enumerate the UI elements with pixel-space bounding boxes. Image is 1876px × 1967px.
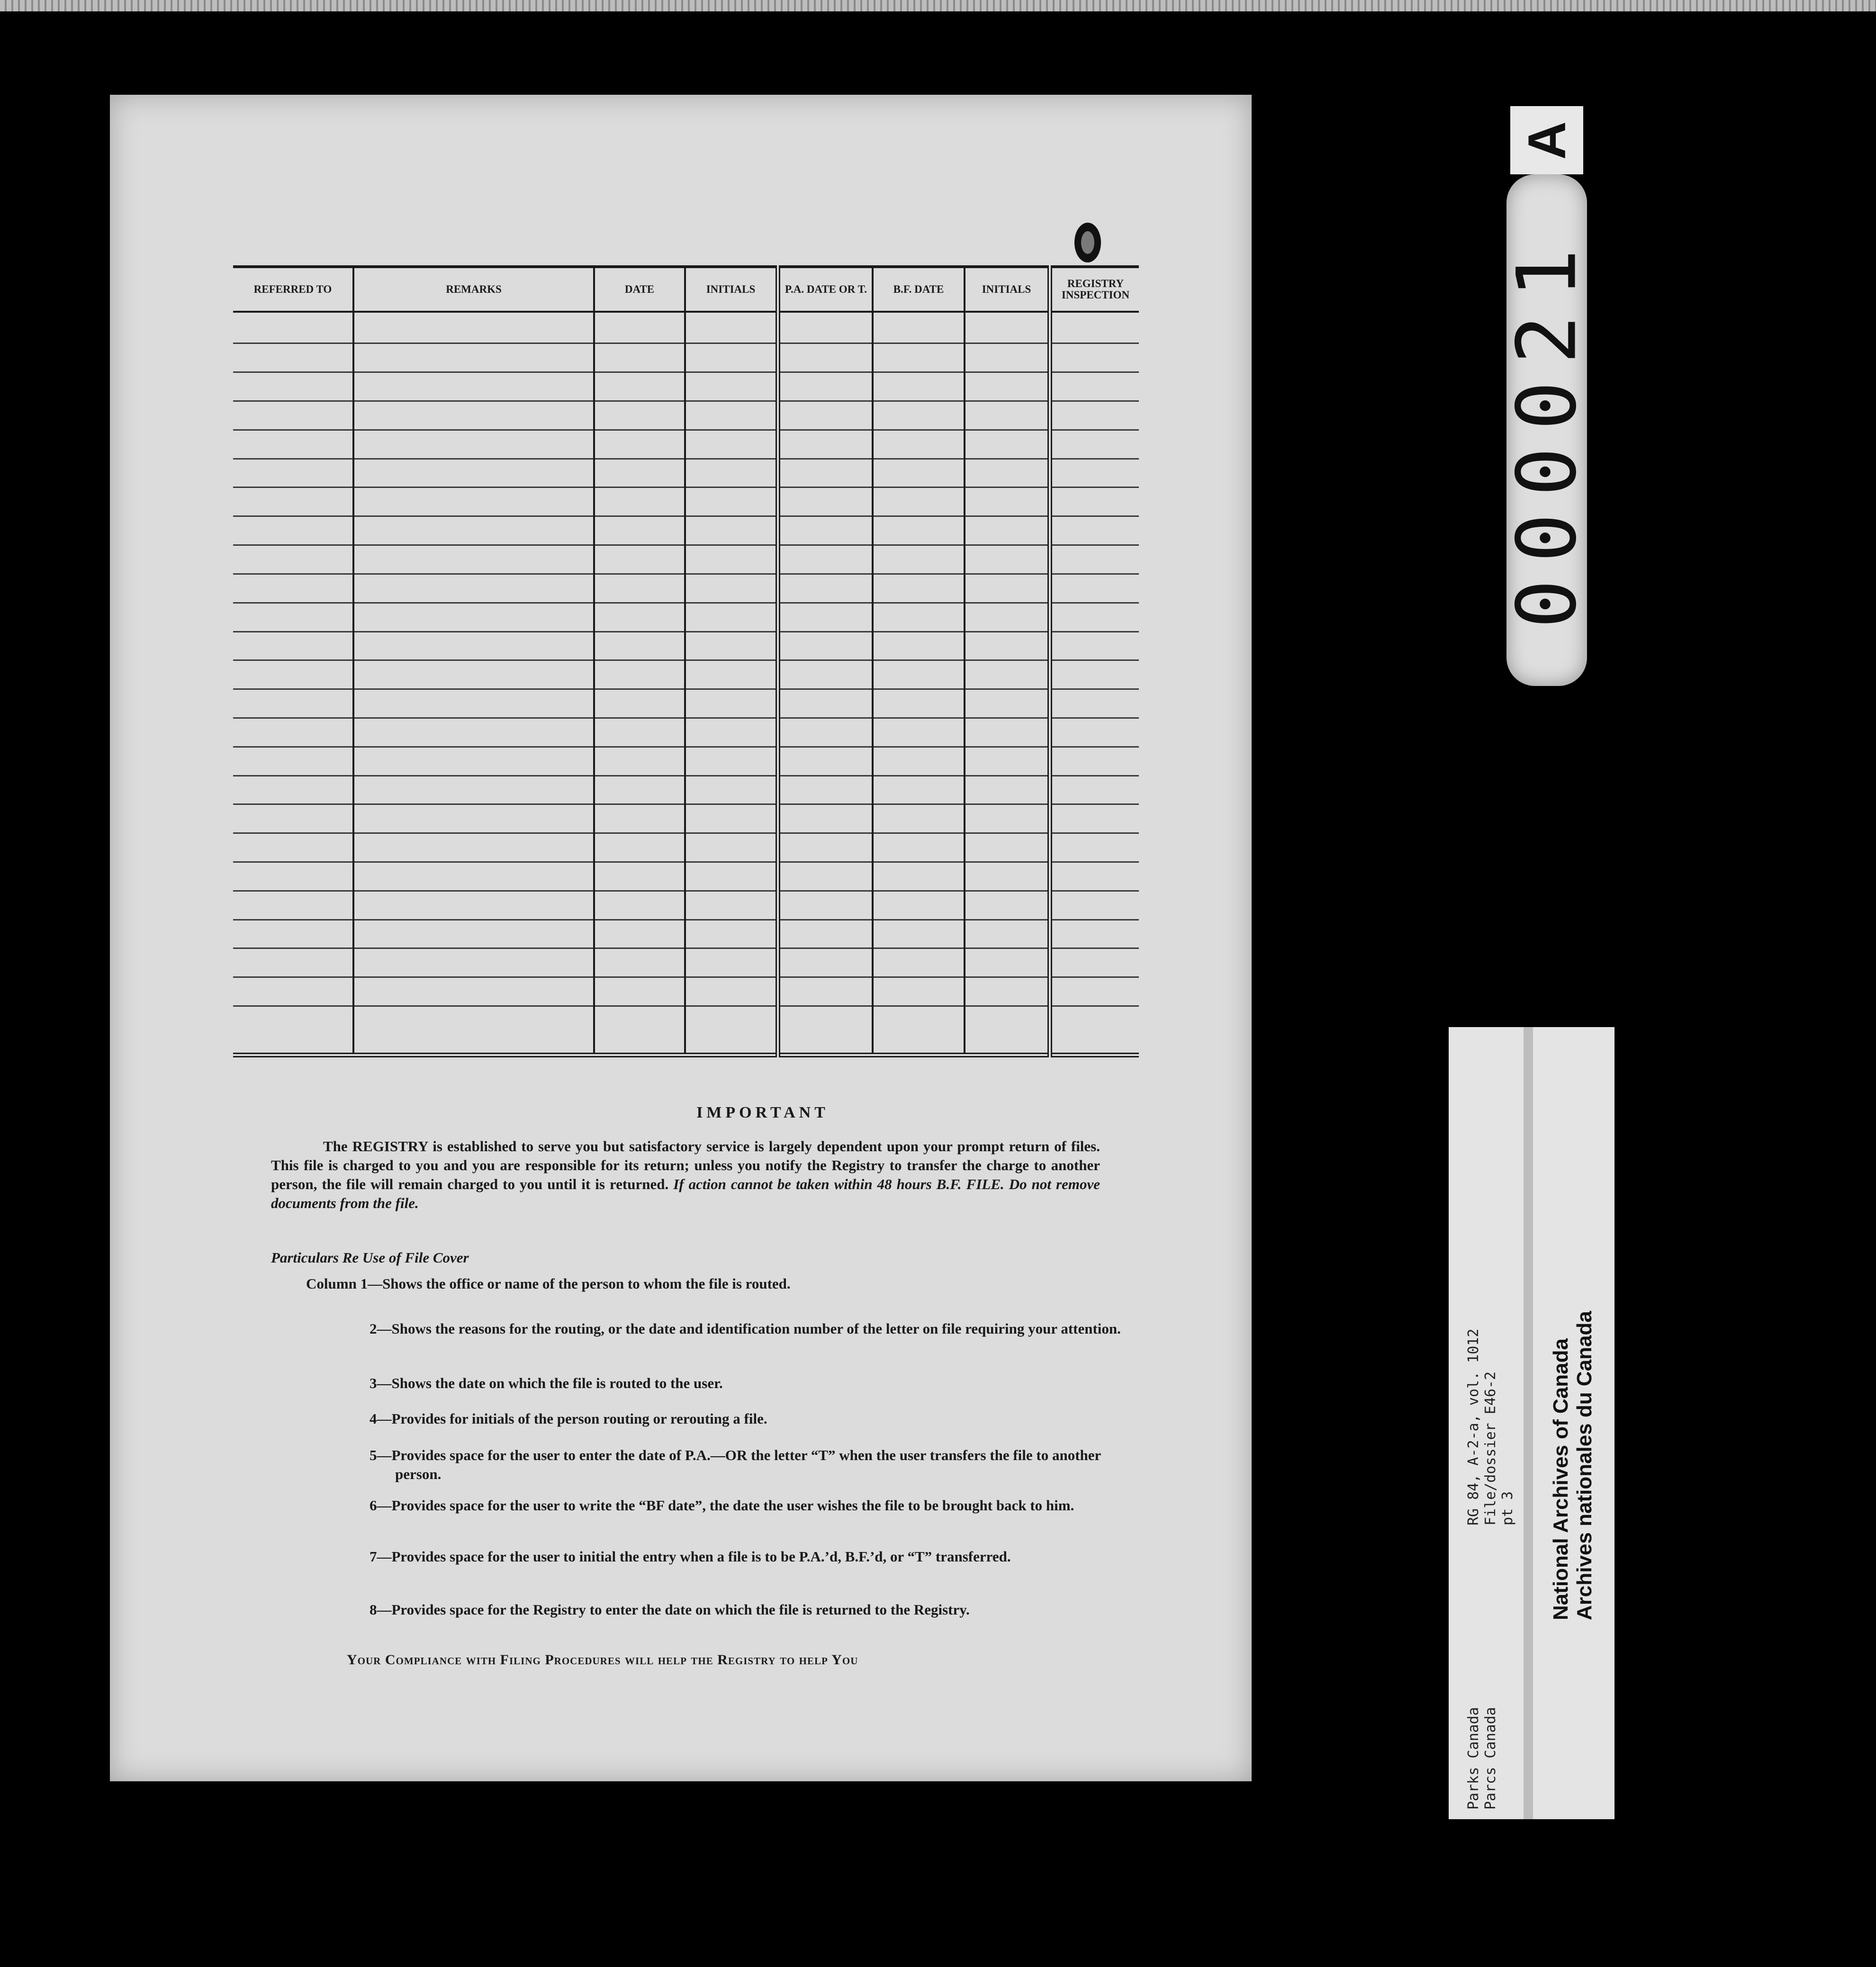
table-cell [778,920,873,948]
table-cell [873,776,965,804]
table-cell [353,689,594,718]
bf-file-warning: If action cannot be taken within 48 hours B.F. FILE. Do not remove documents from the file. [271,1176,1100,1211]
column-label: Column [306,1275,357,1292]
table-cell [1050,718,1139,747]
table-cell [1050,516,1139,545]
table-cell [965,718,1050,747]
column-item [370,1446,1126,1484]
table-row [233,891,1139,920]
table-cell [685,516,778,545]
table-cell [965,833,1050,862]
table-cell [1050,372,1139,401]
table-cell [233,401,353,430]
table-header-row [233,267,1139,312]
table-cell [778,487,873,516]
table-cell [1050,574,1139,603]
column-item [370,1319,1126,1338]
column-header: DATE [594,267,685,312]
table-cell [965,459,1050,487]
table-cell [233,459,353,487]
table-row [233,343,1139,372]
column-header: REFERRED TO [233,267,353,312]
reference-line: pt 3 [1499,1491,1516,1525]
table-cell [353,545,594,574]
table-cell [233,747,353,776]
table-cell [778,689,873,718]
item-text: —Provides space for the user to write the “BF date”, the date the user wishes the file to be brought back to him. [377,1497,1074,1514]
table-cell [778,948,873,977]
table-cell [685,804,778,833]
table-cell [594,660,685,689]
table-cell [965,603,1050,632]
table-cell [965,689,1050,718]
table-cell [873,312,965,343]
agency-line: Parks Canada [1465,1707,1482,1810]
table-cell [594,833,685,862]
table-cell [873,833,965,862]
tab-letter: A [1517,121,1577,160]
table-row [233,689,1139,718]
archives-name-fr: Archives nationales du Canada [1573,1311,1596,1620]
table-cell [353,776,594,804]
table-cell [873,430,965,459]
table-cell [233,804,353,833]
table-cell [594,776,685,804]
table-cell [873,401,965,430]
table-cell [1050,660,1139,689]
table-row [233,487,1139,516]
table-cell [685,459,778,487]
table-cell [594,718,685,747]
table-cell [353,891,594,920]
table-cell [778,1006,873,1055]
item-text: —Provides space for the user to initial the entry when a file is to be P.A.’d, B.F.’d, or “T” transferred. [377,1548,1011,1565]
item-number: 5 [370,1447,377,1463]
table-cell [353,632,594,660]
table-cell [685,312,778,343]
table-cell [873,1006,965,1055]
label-divider [1524,1027,1533,1819]
table-cell [873,977,965,1006]
archives-name [1540,1241,1611,1620]
item-number: 2 [370,1320,377,1337]
table-cell [233,372,353,401]
table-cell [778,574,873,603]
routing-table [233,265,1139,1057]
table-cell [594,948,685,977]
table-cell [353,920,594,948]
table-cell [594,804,685,833]
table-cell [594,862,685,891]
item-text: —Provides space for the Registry to enter the date on which the file is returned to the Registry. [377,1601,970,1618]
table-cell [778,459,873,487]
table-cell [233,545,353,574]
table-cell [965,312,1050,343]
table-cell [685,343,778,372]
table-cell [965,632,1050,660]
table-cell [873,920,965,948]
table-cell [685,891,778,920]
table-cell [1050,977,1139,1006]
table-cell [778,401,873,430]
table-cell [1050,430,1139,459]
table-cell [873,632,965,660]
item-text: —Provides space for the user to enter the date of P.A.—OR the letter “T” when the user transfers the file to another person. [377,1447,1101,1482]
table-row [233,574,1139,603]
table-cell [873,891,965,920]
table-cell [873,516,965,545]
table-cell [1050,632,1139,660]
table-cell [1050,920,1139,948]
table-row [233,1006,1139,1055]
table-cell [778,430,873,459]
table-cell [873,343,965,372]
column-item [370,1600,1126,1619]
table-row [233,516,1139,545]
table-cell [1050,689,1139,718]
table-cell [1050,1006,1139,1055]
column-header: B.F. DATE [873,267,965,312]
table-cell [685,401,778,430]
table-cell [778,545,873,574]
table-cell [594,516,685,545]
table-cell [233,689,353,718]
table-cell [685,545,778,574]
column-header: P.A. DATE OR T. [778,267,873,312]
table-cell [965,401,1050,430]
table-row [233,718,1139,747]
punch-hole [1074,223,1101,262]
registry-notice [271,1137,1100,1213]
table-cell [965,920,1050,948]
table-cell [778,343,873,372]
table-cell [594,343,685,372]
table-cell [594,977,685,1006]
table-cell [965,891,1050,920]
table-cell [233,920,353,948]
frame-tab [1510,106,1583,174]
compliance-footer: Your Compliance with Filing Procedures will help the Registry to help You [347,1652,858,1668]
table-row [233,776,1139,804]
table-cell [353,747,594,776]
table-cell [778,776,873,804]
table-row [233,545,1139,574]
table-cell [594,574,685,603]
column-header: REMARKS [353,267,594,312]
column-item [370,1374,1126,1393]
column-header: REGISTRY INSPECTION [1050,267,1139,312]
table-cell [685,833,778,862]
archives-name-en: National Archives of Canada [1549,1338,1572,1620]
table-cell [353,343,594,372]
table-row [233,632,1139,660]
table-cell [233,833,353,862]
table-cell [1050,401,1139,430]
table-cell [353,401,594,430]
table-cell [685,632,778,660]
table-cell [685,948,778,977]
table-cell [873,545,965,574]
film-edge-strip [0,0,1876,11]
column-item [370,1547,1126,1566]
table-cell [778,372,873,401]
table-row [233,920,1139,948]
table-cell [778,747,873,776]
item-text: —Shows the date on which the file is routed to the user. [377,1375,723,1391]
table-cell [1050,891,1139,920]
column-header: INITIALS [685,267,778,312]
table-cell [685,862,778,891]
table-cell [1050,545,1139,574]
particulars-heading: Particulars Re Use of File Cover [271,1249,469,1266]
table-row [233,401,1139,430]
table-cell [1050,833,1139,862]
table-cell [873,660,965,689]
table-cell [685,487,778,516]
table-row [233,430,1139,459]
table-cell [1050,776,1139,804]
table-cell [1050,459,1139,487]
table-cell [594,891,685,920]
item-number: 7 [370,1548,377,1565]
table-cell [873,948,965,977]
frame-counter [1499,174,1595,686]
table-cell [233,343,353,372]
table-cell [965,343,1050,372]
table-cell [685,977,778,1006]
table-cell [353,372,594,401]
table-cell [353,459,594,487]
registry-notice-body: The REGISTRY is established to serve you but satisfactory service is largely dependent upon your prompt return of files. This file is charged to you and you are responsible for its return; unless you notify the Registry to transfer the charge to another person, the file will remain charged to you until it is returned. [271,1138,1100,1192]
table-row [233,459,1139,487]
table-cell [965,948,1050,977]
table-row [233,862,1139,891]
table-cell [233,862,353,891]
table-cell [685,776,778,804]
table-row [233,977,1139,1006]
table-cell [965,804,1050,833]
table-cell [1050,312,1139,343]
table-cell [965,747,1050,776]
table-cell [233,430,353,459]
table-cell [778,516,873,545]
table-cell [1050,603,1139,632]
table-cell [1050,804,1139,833]
table-cell [594,401,685,430]
table-cell [965,862,1050,891]
table-cell [965,1006,1050,1055]
table-cell [594,312,685,343]
table-cell [873,804,965,833]
table-cell [778,891,873,920]
item-text: —Shows the reasons for the routing, or the date and identification number of the letter on file requiring your attention. [377,1320,1121,1337]
reference-line: RG 84, A-2-a, vol. 1012 [1465,1328,1482,1525]
table-cell [594,372,685,401]
table-cell [353,312,594,343]
column-item [370,1496,1126,1515]
table-cell [965,977,1050,1006]
table-cell [965,574,1050,603]
table-row [233,603,1139,632]
table-cell [778,632,873,660]
table-cell [1050,948,1139,977]
table-row [233,804,1139,833]
table-cell [965,545,1050,574]
item-text: —Shows the office or name of the person to whom the file is routed. [368,1275,791,1292]
table-cell [685,1006,778,1055]
table-cell [353,574,594,603]
table-cell [778,718,873,747]
item-text: —Provides for initials of the person routing or rerouting a file. [377,1410,767,1427]
table-cell [873,574,965,603]
table-row [233,372,1139,401]
table-cell [685,603,778,632]
table-cell [353,977,594,1006]
table-cell [1050,747,1139,776]
column-item [370,1409,1126,1428]
table-cell [873,747,965,776]
table-cell [778,312,873,343]
column-item [306,1274,1100,1293]
table-cell [594,1006,685,1055]
table-cell [594,603,685,632]
table-cell [353,862,594,891]
table-cell [685,718,778,747]
table-cell [778,833,873,862]
table-cell [594,689,685,718]
table-cell [233,574,353,603]
table-cell [685,660,778,689]
table-cell [873,372,965,401]
table-cell [1050,487,1139,516]
table-cell [594,487,685,516]
table-cell [594,632,685,660]
table-row [233,660,1139,689]
column-header: INITIALS [965,267,1050,312]
table-cell [233,977,353,1006]
item-number: 1 [360,1275,368,1292]
frame-number: 000021 [1499,232,1595,629]
table-cell [594,920,685,948]
table-cell [873,862,965,891]
table-cell [685,430,778,459]
table-cell [594,747,685,776]
table-cell [353,487,594,516]
table-cell [685,574,778,603]
table-row [233,312,1139,343]
archive-reference [1462,1061,1519,1810]
table-cell [233,891,353,920]
table-cell [353,718,594,747]
table-cell [778,977,873,1006]
table-cell [873,603,965,632]
table-cell [233,632,353,660]
table-cell [353,430,594,459]
reference-line: File/dossier E46-2 [1482,1371,1499,1525]
item-number: 8 [370,1601,377,1618]
table-cell [233,718,353,747]
table-cell [778,862,873,891]
item-number: 6 [370,1497,377,1514]
table-cell [233,1006,353,1055]
table-cell [685,372,778,401]
table-row [233,747,1139,776]
table-cell [778,603,873,632]
table-cell [965,487,1050,516]
table-cell [965,372,1050,401]
table-cell [353,516,594,545]
table-cell [685,747,778,776]
table-cell [233,312,353,343]
table-cell [965,430,1050,459]
agency-line: Parcs Canada [1482,1707,1499,1810]
table-cell [594,545,685,574]
table-cell [873,459,965,487]
table-cell [965,660,1050,689]
table-cell [1050,343,1139,372]
table-cell [233,660,353,689]
table-cell [233,516,353,545]
important-heading: IMPORTANT [696,1104,829,1121]
table-cell [353,833,594,862]
table-row [233,833,1139,862]
table-cell [594,459,685,487]
item-number: 3 [370,1375,377,1391]
table-cell [353,948,594,977]
table-cell [594,430,685,459]
item-number: 4 [370,1410,377,1427]
table-cell [233,776,353,804]
table-cell [873,689,965,718]
table-row [233,948,1139,977]
table-cell [873,718,965,747]
table-cell [685,920,778,948]
table-cell [873,487,965,516]
table-cell [1050,862,1139,891]
table-cell [685,689,778,718]
table-cell [778,660,873,689]
table-cell [353,1006,594,1055]
table-cell [233,948,353,977]
table-cell [965,516,1050,545]
table-cell [965,776,1050,804]
table-cell [233,487,353,516]
table-cell [778,804,873,833]
table-cell [233,603,353,632]
table-cell [353,603,594,632]
table-cell [353,660,594,689]
table-cell [353,804,594,833]
